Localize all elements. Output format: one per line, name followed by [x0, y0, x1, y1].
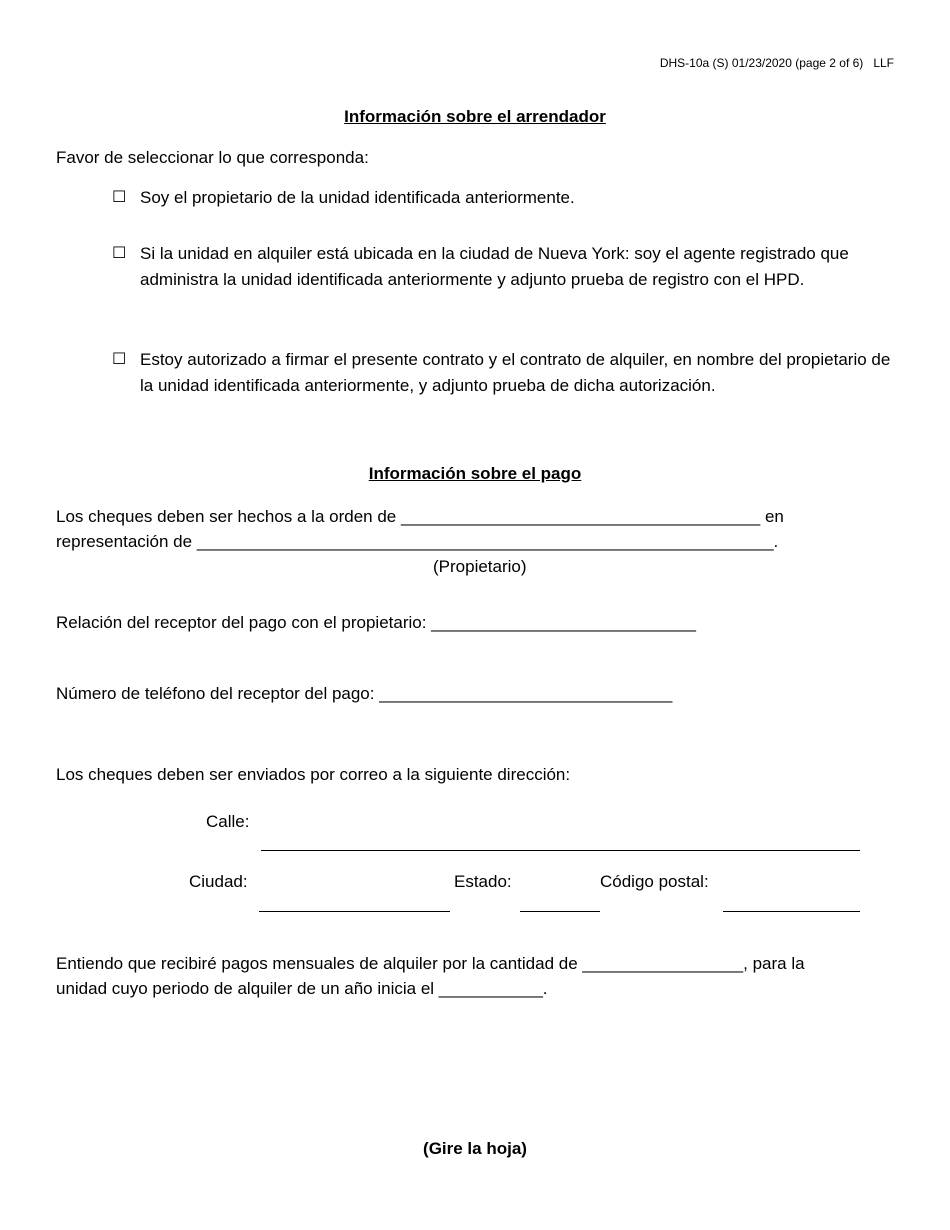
mailing-address-intro: Los cheques deben ser enviados por correo a la siguiente dirección:: [56, 765, 571, 784]
payee-relation-line: Relación del receptor del pago con el propietario: ____________________________: [56, 613, 696, 632]
checkbox-icon[interactable]: ☐: [112, 351, 127, 368]
option-authorized-signer[interactable]: [112, 347, 902, 398]
checks-order-line-2: representación de _____________________________________________________________.: [56, 532, 779, 551]
option-owner[interactable]: [112, 185, 902, 211]
zip-label: Código postal:: [600, 872, 709, 891]
option-owner-label: Soy el propietario de la unidad identificada anteriormente.: [140, 188, 575, 207]
street-label: Calle:: [206, 812, 250, 831]
form-code: LLF: [873, 56, 894, 70]
payment-section-title: Información sobre el pago: [368, 464, 582, 483]
checkbox-icon[interactable]: ☐: [112, 245, 127, 262]
option-authorized-signer-label: Estoy autorizado a firmar el presente contrato y el contrato de alquiler, en nombre del propietario de la unidad identificada anteriormente, y adjunto prueba de dicha autorización.: [140, 350, 891, 395]
owner-caption: (Propietario): [433, 557, 527, 576]
form-id: DHS-10a (S) 01/23/2020 (page 2 of 6): [659, 56, 864, 70]
option-registered-agent-label: Si la unidad en alquiler está ubicada en la ciudad de Nueva York: soy el agente registrado que administra la unidad identificada anteriormente y adjunto prueba de registro con el HPD.: [140, 244, 849, 289]
zip-field[interactable]: [723, 911, 860, 912]
checks-order-line-1: Los cheques deben ser hechos a la orden de ______________________________________ en: [56, 507, 784, 526]
city-field[interactable]: [259, 911, 450, 912]
state-field[interactable]: [520, 911, 600, 912]
street-field[interactable]: [261, 850, 860, 851]
turn-page-note: (Gire la hoja): [423, 1139, 527, 1158]
option-registered-agent[interactable]: [112, 241, 902, 292]
selection-instruction: Favor de seleccionar lo que corresponda:: [56, 148, 369, 167]
form-header: [660, 56, 894, 70]
checkbox-icon[interactable]: ☐: [112, 189, 127, 206]
monthly-payment-line-2: unidad cuyo periodo de alquiler de un año inicia el ___________.: [56, 979, 548, 998]
payee-phone-line: Número de teléfono del receptor del pago: _______________________________: [56, 684, 673, 703]
monthly-payment-line-1: Entiendo que recibiré pagos mensuales de alquiler por la cantidad de _________________, para la: [56, 954, 805, 973]
city-label: Ciudad:: [189, 872, 248, 891]
state-label: Estado:: [454, 872, 512, 891]
landlord-section-title: Información sobre el arrendador: [344, 107, 606, 126]
